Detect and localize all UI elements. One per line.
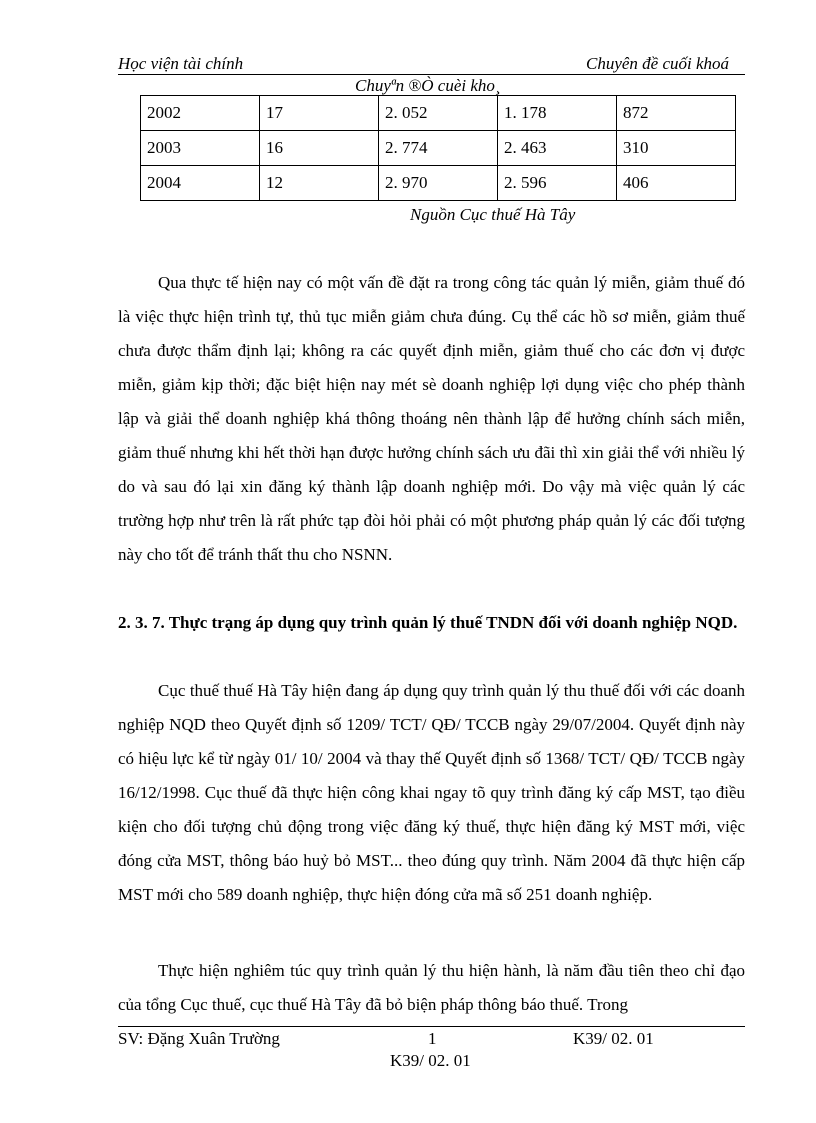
footer-student-name: SV: Đặng Xuân Trường <box>118 1029 280 1048</box>
table-cell: 406 <box>617 166 736 201</box>
data-table <box>140 95 736 201</box>
table-cell: 17 <box>260 96 379 131</box>
page-number: 1 <box>428 1029 437 1048</box>
table-row <box>141 131 736 166</box>
table-row <box>141 166 736 201</box>
footer-class-code-repeat: K39/ 02. 01 <box>390 1051 471 1070</box>
section-heading: 2. 3. 7. Thực trạng áp dụng quy trình quản lý thuế TNDN đối với doanh nghiệp NQD. <box>118 613 738 632</box>
header-report-title: Chuyên đề cuối khoá <box>586 54 730 73</box>
table-cell: 16 <box>260 131 379 166</box>
table-cell: 12 <box>260 166 379 201</box>
header-institution: Học viện tài chính <box>118 54 244 73</box>
paragraph-continuation: Thực hiện nghiêm túc quy trình quản lý thu hiện hành, là năm đầu tiên theo chỉ đạo của tổng Cục thuế, cục thuế Hà Tây đã bỏ biện pháp thông báo thuế. Trong <box>118 961 745 1014</box>
table-cell: 2. 463 <box>498 131 617 166</box>
table-source-note: Nguồn Cục thuế Hà Tây <box>410 205 576 224</box>
paragraph-tax-procedure: Cục thuế thuế Hà Tây hiện đang áp dụng quy trình quản lý thu thuế đối với các doanh nghiệp NQD theo Quyết định số 1209/ TCT/ QĐ/ TCCB ngày 29/07/2004. Quyết định này có hiệu lực kể từ ngày 01/ 10/ 2004 và thay thế Quyết định số 1368/ TCT/ QĐ/ TCCB ngày 16/12/1998. Cục thuế đã thực hiện công khai ngay tõ quy trình đăng ký cấp MST, tạo điều kiện cho đối tượng chủ động trong việc đăng ký thuế, thực hiện đăng ký MST mới, việc đóng cửa MST, thông báo huỷ bỏ MST... theo đúng quy trình. Năm 2004 đã thực hiện cấp MST mới cho 589 doanh nghiệp, thực hiện đóng cửa mã số 251 doanh nghiệp. <box>118 681 745 904</box>
table-cell: 2002 <box>141 96 260 131</box>
table-cell: 1. 178 <box>498 96 617 131</box>
table-cell: 2. 052 <box>379 96 498 131</box>
table-cell: 872 <box>617 96 736 131</box>
footer-class-code: K39/ 02. 01 <box>573 1029 654 1048</box>
table-cell: 310 <box>617 131 736 166</box>
table-row <box>141 96 736 131</box>
garbled-header-text: Chuyªn ®Ò cuèi kho¸ <box>355 76 501 95</box>
table-cell: 2004 <box>141 166 260 201</box>
header-divider <box>118 74 745 75</box>
footer-divider <box>118 1026 745 1027</box>
table-cell: 2. 774 <box>379 131 498 166</box>
paragraph-exemption-management: Qua thực tế hiện nay có một vấn đề đặt ra trong công tác quản lý miễn, giảm thuế đó là việc thực hiện trình tự, thủ tục miễn giảm chưa đúng. Cụ thể các hồ sơ miễn, giảm thuế chưa được thẩm định lại; không ra các quyết định miễn, giảm thuế cho các đơn vị được miễn, giảm kịp thời; đặc biệt hiện nay mét sè doanh nghiệp lợi dụng việc cho phép thành lập và giải thể doanh nghiệp khá thông thoáng nên thành lập để hưởng chính sách miễn, giảm thuế nhưng khi hết thời hạn được hưởng chính sách ưu đãi thì xin giải thể với nhiều lý do và sau đó lại xin đăng ký thành lập doanh nghiệp mới. Do vậy mà việc quản lý các trường hợp như trên là rất phức tạp đòi hỏi phải có một phương pháp quản lý các đối tượng này cho tốt để tránh thất thu cho NSNN. <box>118 273 745 564</box>
table-cell: 2. 970 <box>379 166 498 201</box>
table-cell: 2. 596 <box>498 166 617 201</box>
table-cell: 2003 <box>141 131 260 166</box>
